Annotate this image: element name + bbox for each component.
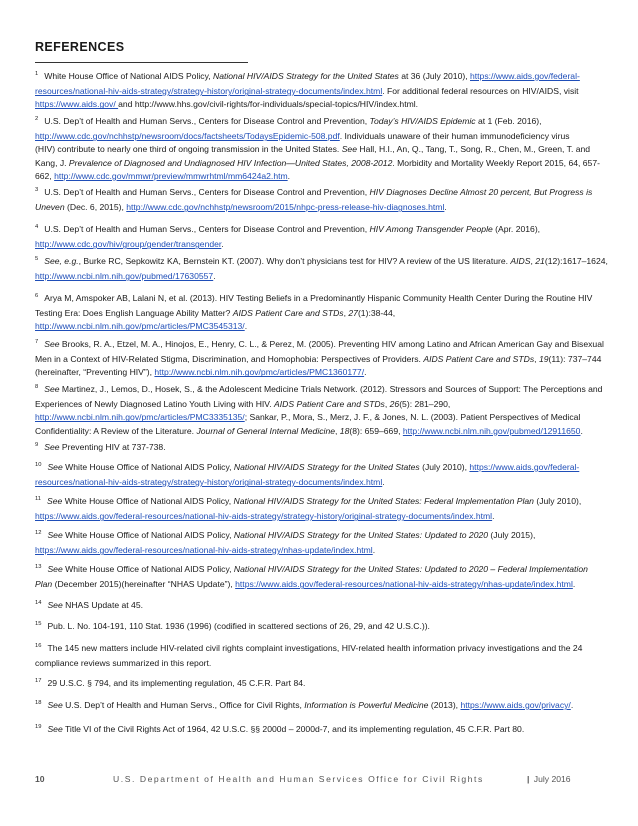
footnote-link[interactable]: resources/national-hiv-aids-strategy/strategy-history/original-strategy-documents/index.html (35, 477, 383, 488)
footnote-text: NHAS Update at 45. (62, 600, 144, 610)
footnote-text: at 36 (July 2010), (398, 71, 470, 81)
footnote-line (35, 578, 607, 591)
footnote-italic-text: See (47, 700, 63, 710)
footnote-text: White House Office of National AIDS Policy, (62, 496, 234, 506)
footnote-line (35, 510, 607, 523)
footnote-text: 29 U.S.C. § 794, and its implementing regulation, 45 C.F.R. Part 84. (47, 678, 306, 688)
footnote-italic-text: See (44, 442, 60, 452)
footnote-text: White House Office of National AIDS Policy, (62, 530, 234, 540)
footnote-line (35, 292, 607, 307)
footnote-text: . (213, 271, 216, 282)
footnote-link[interactable]: http://www.ncbi.nlm.nih.gov/pubmed/17630557 (35, 271, 214, 282)
footnote-text: compliance reviews summarized in this report. (35, 658, 212, 669)
footnote-text: . (492, 511, 495, 522)
footnote-6 (35, 292, 607, 334)
footnote-text: Title VI of the Civil Rights Act of 1964, 42 U.S.C. §§ 2000d – 2000d-7, and its implementing regulation, 45 C.F.R. Part 80. (62, 724, 525, 734)
footnote-italic-text: 26 (389, 399, 400, 410)
footnote-number: 7 (35, 339, 39, 345)
footnote-line (35, 441, 607, 456)
page-title: REFERENCES (35, 40, 125, 54)
footnote-number: 16 (35, 643, 42, 649)
footnote-link[interactable]: https://www.aids.gov/privacy/ (460, 700, 571, 710)
footnote-link[interactable]: resources/national-hiv-aids-strategy/strategy-history/original-strategy-documents/index.html (35, 86, 383, 97)
footnote-number: 14 (35, 600, 42, 606)
footnote-text: , Burke RC, Sepkowitz KA, Bernstein KT. (2007). Why don’t physicians test for HIV? A review of the US literature. (78, 256, 511, 266)
footnote-line (35, 366, 607, 379)
footnote-italic-text: National HIV/AIDS Strategy for the United States: Updated to 2020 – Federal Implementation (233, 564, 588, 574)
footnote-italic-text: See, e.g. (44, 256, 79, 266)
footnote-12 (35, 529, 607, 557)
footnote-line (35, 223, 607, 238)
footnote-line (35, 476, 607, 489)
footnote-italic-text: See (47, 496, 63, 506)
footnote-text: . (364, 367, 367, 378)
footnote-line (35, 115, 607, 130)
footnote-text: (July 2010), (419, 462, 470, 472)
footnote-text: White House Office of National AIDS Policy, (44, 71, 213, 81)
footnote-text: 662, (35, 170, 55, 181)
footnote-italic-text: National HIV/AIDS Strategy for the United States (233, 462, 420, 472)
footnote-text: Men in a Context of HIV-Related Stigma, Discrimination, and Homophobia: Perspectives of Providers. (35, 354, 424, 365)
footnote-text: . Individuals unaware of their human immunodeficiency virus (339, 131, 570, 142)
footnote-line (35, 620, 607, 635)
footnote-line (35, 130, 607, 143)
footnote-text: . (444, 202, 447, 213)
footnote-text: (July 2010), (533, 496, 582, 506)
footnote-19 (35, 723, 607, 738)
footnote-line (35, 338, 607, 353)
footnote-line (35, 270, 607, 283)
footnote-text: Experiences of Newly Diagnosed Latino Youth Living with HIV. (35, 399, 275, 410)
footnote-text: at 1 (Feb. 2016), (475, 116, 542, 126)
footnote-line (35, 307, 607, 320)
footnote-line (35, 599, 607, 614)
footer-date: July 2016 (533, 774, 571, 784)
footnote-italic-text: See (47, 530, 63, 540)
footnote-text: (11): 737–744 (548, 354, 602, 365)
footnote-text: Martinez, J., Lemos, D., Hosek, S., & the Adolescent Medicine Trials Network. (2012). Stressors and Sources of Support: The Perceptions and (59, 384, 603, 394)
footnote-italic-text: See (47, 600, 63, 610)
footnote-number: 18 (35, 700, 42, 706)
footnote-link[interactable]: https://www.aids.gov/federal-resources/national-hiv-aids-strategy/nhas-update/index.html (35, 545, 373, 556)
footnote-text: (5): 281–290, (399, 399, 451, 410)
footnote-text: U.S. Dep’t of Health and Human Servs., Office for Civil Rights, (62, 700, 305, 710)
footer-separator: | (527, 774, 530, 784)
footnote-number: 8 (35, 384, 39, 390)
footnote-text: (hereinafter, “Preventing HIV”), (35, 367, 155, 378)
footnote-15 (35, 620, 607, 635)
footnote-italic-text: Information is Powerful Medicine (304, 700, 429, 710)
footnote-italic-text: Plan (35, 579, 53, 590)
footnote-italic-text: See (341, 144, 357, 155)
footnote-text: (1):38-44, (357, 308, 396, 319)
footnote-italic-text: See (47, 724, 63, 734)
footnote-link[interactable]: http://www.ncbi.nlm.nih.gov/pmc/articles/PMC3335135/ (35, 412, 245, 423)
footnote-line (35, 563, 607, 578)
footnote-text: . (221, 239, 224, 250)
footnote-text: Preventing HIV at 737-738. (59, 442, 166, 452)
footnote-italic-text: AIDS (510, 256, 531, 266)
footnote-italic-text: 27 (348, 308, 358, 319)
footnote-text: Arya M, Amspoker AB, Lalani N, et al. (2013). HIV Testing Beliefs in a Predominantly Hispanic Community Health Center During the Routine HIV (44, 293, 593, 303)
footnote-text: U.S. Dep’t of Health and Human Servs., Centers for Disease Control and Prevention, (44, 116, 370, 126)
footnote-3 (35, 186, 607, 214)
footnote-text: (July 2015), (488, 530, 536, 540)
footnote-link[interactable]: http://www.ncbi.nlm.nih.gov/pmc/articles/PMC3545313/ (35, 321, 245, 332)
footnote-number: 6 (35, 293, 39, 299)
footnote-number: 17 (35, 678, 42, 684)
footnote-link[interactable]: http://www.ncbi.nlm.nih.gov/pmc/articles/PMC1360177/ (154, 367, 365, 378)
footnote-text: Pub. L. No. 104-191, 110 Stat. 1936 (1996) (codified in scattered sections of 26, 29, and 42 U.S.C.)). (47, 621, 430, 631)
footnote-number: 19 (35, 724, 42, 730)
footnote-text: . (572, 579, 576, 590)
footnote-text: (8): 659–669, (349, 425, 403, 436)
footnote-text: . (287, 170, 291, 181)
title-divider (35, 62, 248, 63)
footnote-number: 9 (35, 442, 39, 448)
footnote-number: 5 (35, 256, 39, 262)
footnote-text: (2013), (428, 700, 461, 710)
footnote-text: Confidentiality: A Review of the Literature. (35, 425, 197, 436)
footnote-text: U.S. Dep’t of Health and Human Servs., Centers for Disease Control and Prevention, (44, 224, 370, 234)
footnote-italic-text: AIDS Patient Care and STDs (232, 308, 344, 319)
footnote-line (35, 657, 607, 670)
footnote-text: . For additional federal resources on HIV/AIDS, visit (382, 86, 579, 97)
footnote-text: . (382, 477, 385, 488)
footnote-text: Testing Era: Does English Language Ability Matter? (35, 308, 233, 319)
footnote-2 (35, 115, 607, 183)
footnote-line (35, 699, 607, 714)
footnote-text: Brooks, R. A., Etzel, M. A., Hinojos, E., Henry, C. L., & Perez, M. (2005). Preventing HIV among Latino and African American Gay and Bisexual (59, 339, 604, 349)
footnote-italic-text: 19 (538, 354, 549, 365)
footnote-line (35, 529, 607, 544)
footnote-14 (35, 599, 607, 614)
footnote-line (35, 425, 607, 438)
footnote-text: ; Sankar, P., Mora, S., Merz, J. F., & Jones, N. L. (2003). Patient Perspectives of Medical (244, 412, 581, 423)
footnote-number: 11 (35, 496, 42, 502)
footnote-italic-text: See (44, 339, 60, 349)
footnote-text: The 145 new matters include HIV-related civil rights complaint investigations, HIV-related health information privacy investigations and the 24 (47, 643, 583, 653)
footnote-link[interactable]: http://www.ncbi.nlm.nih.gov/pubmed/12911650 (402, 425, 581, 436)
footnote-line (35, 98, 607, 111)
footnote-italic-text: National HIV/AIDS Strategy for the United States: Updated to 2020 (233, 530, 489, 540)
page-footer (0, 774, 638, 788)
footnote-text: White House Office of National AIDS Policy, (62, 462, 234, 472)
footnote-17 (35, 677, 607, 692)
footnote-italic-text: HIV Among Transgender People (369, 224, 493, 234)
footnote-text: (HIV) contribute to nearly one third of ongoing transmission in the United States. (35, 144, 342, 155)
footnote-italic-text: Today’s HIV/AIDS Epidemic (369, 116, 476, 126)
footnote-line (35, 461, 607, 476)
footnote-number: 15 (35, 621, 42, 627)
footnote-link[interactable]: http://www.cdc.gov/nchhstp/newsroom/2015/nhpc-press-release-hiv-diagnoses.html (126, 202, 445, 213)
footnote-number: 13 (35, 564, 42, 570)
footnote-number: 3 (35, 187, 39, 193)
footnote-number: 10 (35, 462, 42, 468)
footnote-italic-text: HIV Diagnoses Decline Almost 20 percent, But Progress is (369, 187, 593, 197)
footnote-text: , (384, 399, 390, 410)
footnote-line (35, 85, 607, 98)
footnote-line (35, 157, 607, 170)
footnote-18 (35, 699, 607, 714)
footnote-text: White House Office of National AIDS Policy, (62, 564, 234, 574)
footnote-italic-text: 18 (339, 425, 350, 436)
footnote-line (35, 320, 607, 333)
footer-organization: U.S. Department of Health and Human Services Office for Civil Rights (113, 774, 484, 784)
footnote-link[interactable]: https://www.aids.gov/federal-resources/national-hiv-aids-strategy/strategy-history/original-strategy-documents/index.html (35, 511, 493, 522)
footnote-5 (35, 255, 607, 283)
footnote-link[interactable]: https://www.aids.gov/ (35, 99, 119, 110)
footnote-line (35, 383, 607, 398)
footnote-line (35, 677, 607, 692)
footnote-link[interactable]: https://www.aids.gov/federal-resources/national-hiv-aids-strategy/nhas-update/index.html (235, 579, 573, 590)
footnote-italic-text: See (47, 564, 63, 574)
footnote-text: Kang, J. (35, 157, 69, 168)
footnote-text: and http://www.hhs.gov/civil-rights/for-individuals/special-topics/HIV/index.html. (118, 99, 419, 110)
footnote-text: (December 2015)(hereinafter “NHAS Update”), (52, 579, 236, 590)
footnote-16 (35, 642, 607, 670)
footnote-9 (35, 441, 607, 456)
footnote-italic-text: National HIV/AIDS Strategy for the United States: Federal Implementation Plan (233, 496, 534, 506)
footnote-line (35, 170, 607, 183)
footnote-text: (Dec. 6, 2015), (64, 202, 127, 213)
footnote-line (35, 143, 607, 156)
footnote-number: 2 (35, 116, 39, 122)
footnote-italic-text: See (44, 384, 60, 394)
footnote-text: , (335, 425, 340, 436)
footnote-line (35, 186, 607, 201)
footer-page-number: 10 (35, 774, 45, 784)
footnote-italic-text: Prevalence of Diagnosed and Undiagnosed HIV Infection—United States, 2008-2012 (68, 157, 393, 168)
footer-date-block (527, 774, 571, 784)
footnote-7 (35, 338, 607, 380)
footnote-text: Hall, H.I., An, Q., Tang, T., Song, R., Chen, M., Green, T. and (356, 144, 591, 155)
footnote-text: . Morbidity and Mortality Weekly Report 2015, 64, 657- (392, 157, 600, 168)
footnote-11 (35, 495, 607, 523)
footnote-italic-text: Uneven (35, 202, 65, 213)
footnote-line (35, 238, 607, 251)
footnote-13 (35, 563, 607, 591)
footnote-text: . (580, 425, 583, 436)
footnote-line (35, 353, 607, 366)
footnote-number: 4 (35, 224, 39, 230)
footnote-line (35, 723, 607, 738)
footnote-line (35, 411, 607, 424)
footnote-line (35, 642, 607, 657)
footnote-link[interactable]: http://www.cdc.gov/nchhstp/newsroom/docs/factsheets/TodaysEpidemic-508.pdf (35, 131, 340, 142)
footnote-line (35, 544, 607, 557)
footnote-8 (35, 383, 607, 438)
footnote-number: 1 (35, 71, 39, 77)
footnote-italic-text: National HIV/AIDS Strategy for the United States (213, 71, 399, 81)
footnote-text: U.S. Dep’t of Health and Human Servs., Centers for Disease Control and Prevention, (44, 187, 370, 197)
footnote-text: . (244, 321, 248, 332)
footnote-text: . (570, 700, 574, 710)
footnote-italic-text: AIDS Patient Care and STDs (423, 354, 535, 365)
footnote-number: 12 (35, 530, 42, 536)
footnote-line (35, 495, 607, 510)
footnote-line (35, 398, 607, 411)
footnote-text: (12):1617–1624, (544, 256, 608, 266)
footnote-italic-text: See (47, 462, 63, 472)
footnote-link[interactable]: http://www.cdc.gov/mmwr/preview/mmwrhtml/mm6424a2.htm (54, 170, 288, 181)
footnote-1 (35, 70, 607, 112)
footnote-4 (35, 223, 607, 251)
footnote-line (35, 201, 607, 214)
footnote-text: , (530, 256, 536, 266)
footnote-link[interactable]: https://www.aids.gov/federal- (470, 71, 580, 81)
footnote-10 (35, 461, 607, 489)
footnote-italic-text: AIDS Patient Care and STDs (274, 399, 385, 410)
footnote-text: , (343, 308, 349, 319)
footnote-text: (Apr. 2016), (492, 224, 541, 234)
footnote-line (35, 70, 607, 85)
footnote-link[interactable]: http://www.cdc.gov/hiv/group/gender/transgender (35, 239, 222, 250)
footnote-italic-text: Journal of General Internal Medicine (196, 425, 336, 436)
footnote-link[interactable]: https://www.aids.gov/federal- (469, 462, 580, 472)
footnote-line (35, 255, 607, 270)
footnote-italic-text: 21 (535, 256, 545, 266)
footnote-text: , (534, 354, 539, 365)
footnote-text: . (372, 545, 376, 556)
